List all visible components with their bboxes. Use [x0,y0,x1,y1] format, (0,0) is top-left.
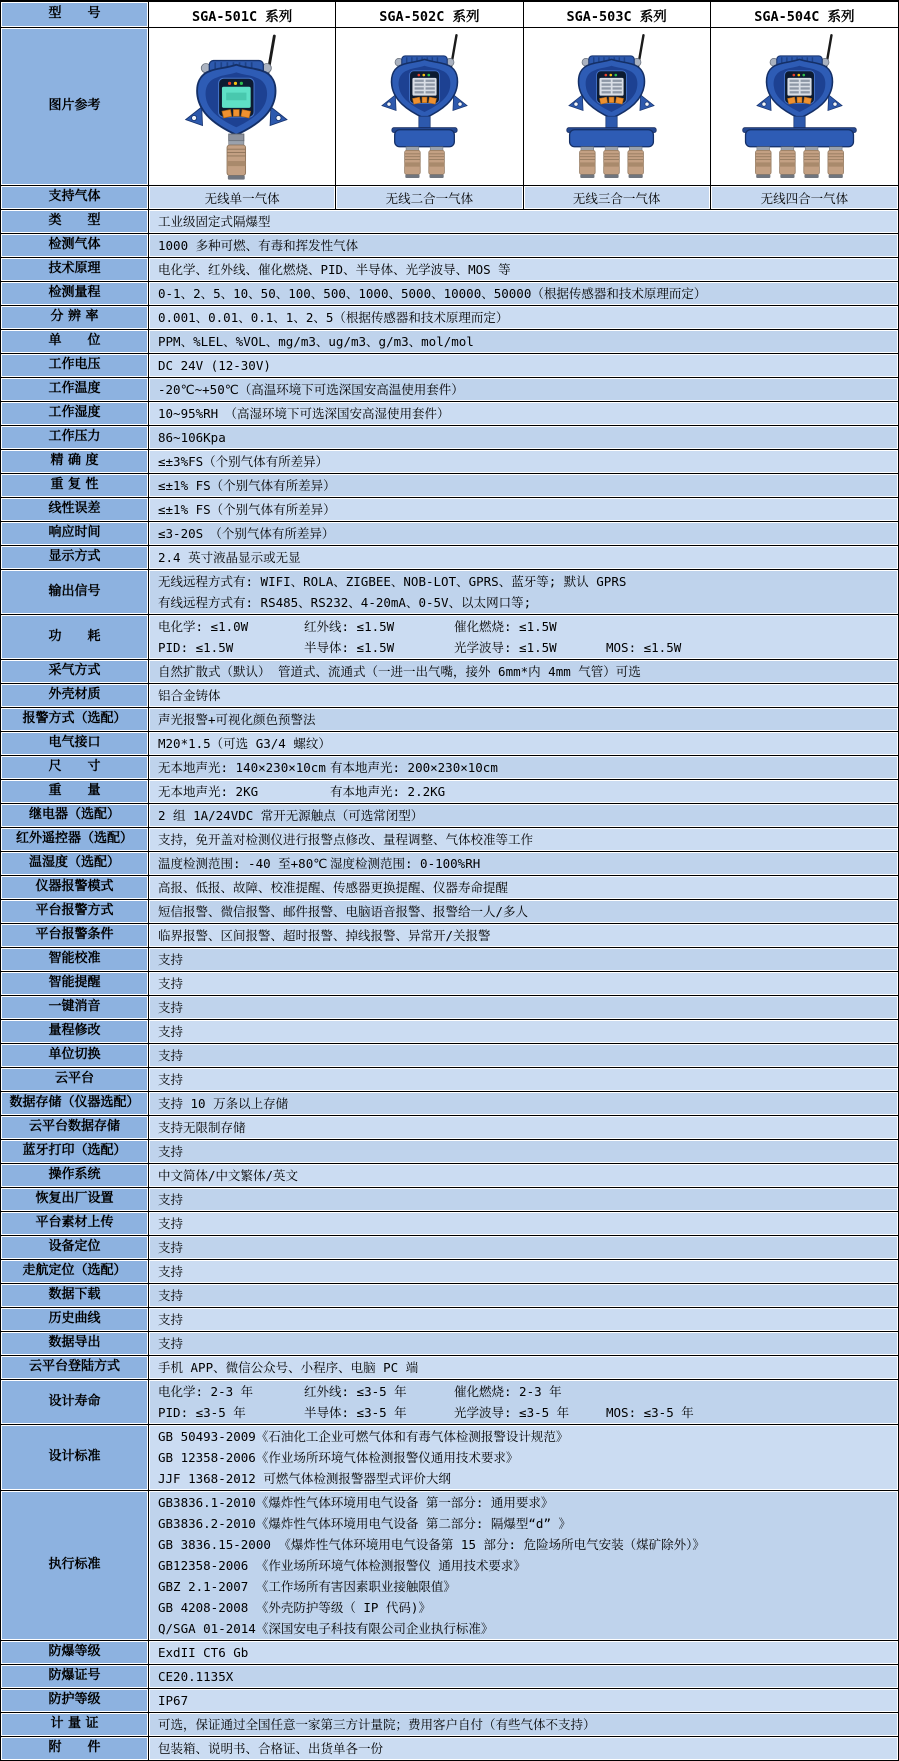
spec-row [1,1044,898,1068]
spec-row-label: 数据导出 [1,1332,149,1355]
spec-row-label: 防护等级 [1,1689,149,1712]
spec-row [1,1713,898,1737]
spec-row [1,828,898,852]
spec-value-line: 自然扩散式（默认） 管道式、流通式（一进一出气嘴，接外 6mm*内 4mm 气管）可选 [158,664,641,679]
spec-row-label: 操作系统 [1,1164,149,1187]
spec-row [1,402,898,426]
lcd-screen [787,77,811,95]
spec-row-value [149,804,898,827]
spec-row-label: 类 型 [1,210,149,233]
spec-row-label: 电气接口 [1,732,149,755]
spec-value-line: 无线远程方式有: WIFI、ROLA、ZIGBEE、NOB-LOT、GPRS、蓝牙等; 默认 GPRS [158,574,627,589]
spec-value-line: 0-1、2、5、10、50、100、500、1000、5000、10000、50000（根据传感器和技术原理而定） [158,286,707,301]
spec-row-value [149,378,898,401]
spec-row [1,282,898,306]
spec-row-value [149,1236,898,1259]
spec-row-value [149,996,898,1019]
spec-row-label: 平台报警方式 [1,900,149,923]
spec-row [1,756,898,780]
spec-value-line: M20*1.5（可选 G3/4 螺纹） [158,736,331,751]
spec-value-line: 支持 [158,1048,184,1063]
spec-value-line: 支持 [158,952,184,967]
spec-row-label: 检测量程 [1,282,149,305]
spec-row-value [149,1020,898,1043]
product-image-cell [336,28,523,185]
spec-value-line [158,637,889,658]
spec-value-line: 2.4 英寸液晶显示或无显 [158,550,301,565]
spec-row-value [149,900,898,923]
spec-value-line: 1000 多种可燃、有毒和挥发性气体 [158,238,359,253]
spec-value-segment: 光学波导: ≤1.5W [454,640,557,655]
spec-row-label: 执行标准 [1,1491,149,1640]
spec-row-value [149,570,898,614]
spec-row-value [149,972,898,995]
spec-value-line: ≤±1% FS（个别气体有所差异） [158,478,336,493]
spec-value-line: 支持 [158,1072,184,1087]
status-leds [228,81,243,84]
gas-detector-illustration [549,31,684,183]
spec-row-value [149,1665,898,1688]
spec-row [1,1689,898,1713]
spec-row-value [149,828,898,851]
spec-row [1,522,898,546]
spec-value-segment: 湿度检测范围: 0-100%RH [330,856,481,871]
spec-row-label: 数据下载 [1,1284,149,1307]
spec-row [1,1425,898,1491]
spec-row-label: 温湿度（选配） [1,852,149,875]
spec-value-line: 支持 [158,1288,184,1303]
spec-row-label: 精 确 度 [1,450,149,473]
spec-row [1,1236,898,1260]
spec-value-line: 支持无限制存储 [158,1120,246,1135]
spec-value-line: JJF 1368-2012 可燃气体检测报警器型式评价大纲 [158,1471,451,1486]
spec-row-label: 工作湿度 [1,402,149,425]
spec-row [1,1164,898,1188]
spec-row-value [149,1188,898,1211]
spec-row-label: 计 量 证 [1,1713,149,1736]
spec-row-label: 平台报警条件 [1,924,149,947]
spec-value-line: 短信报警、微信报警、邮件报警、电脑语音报警、报警给一人/多人 [158,904,529,919]
spec-row-label: 智能提醒 [1,972,149,995]
spec-value-line: 支持 [158,976,184,991]
sensor-probe [405,146,421,177]
spec-row-value [149,780,898,803]
spec-value-line: CE20.1135X [158,1669,234,1684]
spec-row-value [149,546,898,569]
spec-row [1,876,898,900]
spec-row-label: 云平台 [1,1068,149,1091]
spec-row-label: 分 辨 率 [1,306,149,329]
spec-value-line: 支持 [158,1264,184,1279]
spec-row-label: 报警方式（选配） [1,708,149,731]
spec-value-line: 可选，保证通过全国任意一家第三方计量院；费用客户自付（有些气体不支持） [158,1717,596,1732]
spec-value-line: IP67 [158,1693,189,1708]
spec-row [1,354,898,378]
spec-row-label: 云平台登陆方式 [1,1356,149,1379]
spec-row-value [149,1116,898,1139]
spec-row-label: 功 耗 [1,615,149,659]
spec-value-line: 中文简体/中文繁体/英文 [158,1168,299,1183]
spec-row-value [149,1308,898,1331]
spec-row-value [149,282,898,305]
spec-value-line: GB3836.1-2010《爆炸性气体环境用电气设备 第一部分: 通用要求》 [158,1495,554,1510]
spec-value-line: ≤±1% FS（个别气体有所差异） [158,502,336,517]
spec-row-label: 蓝牙打印（选配） [1,1140,149,1163]
spec-value-line: 0.001、0.01、0.1、1、2、5（根据传感器和技术原理而定） [158,310,509,325]
spec-value-line [158,616,889,637]
spec-value-line: 支持 [158,1144,184,1159]
spec-row [1,1212,898,1236]
spec-row [1,924,898,948]
spec-row-value [149,330,898,353]
spec-row-label: 单 位 [1,330,149,353]
spec-row [1,1284,898,1308]
spec-row-value [149,474,898,497]
spec-value-segment: 电化学: ≤1.0W [158,619,249,634]
spec-row [1,474,898,498]
spec-value-line: GB 50493-2009《石油化工企业可燃气体和有毒气体检测报警设计规范》 [158,1429,569,1444]
spec-row [1,996,898,1020]
image-row-label: 图片参考 [1,28,149,185]
spec-row [1,615,898,660]
spec-row-value [149,1356,898,1379]
spec-row-value [149,402,898,425]
spec-row-label: 恢复出厂设置 [1,1188,149,1211]
spec-row-label: 设计标准 [1,1425,149,1490]
gas-detector-illustration [162,31,322,183]
spec-value-line: 铝合金铸体 [158,688,221,703]
status-leds [605,73,618,76]
spec-value-line: 支持 [158,1336,184,1351]
spec-row [1,570,898,615]
gas-row-label: 支持气体 [1,186,149,209]
spec-value-line: GB3836.2-2010《爆炸性气体环境用电气设备 第二部分: 隔爆型“d” 》 [158,1516,572,1531]
spec-row [1,1641,898,1665]
spec-value-segment: 催化燃烧: 2-3 年 [454,1384,562,1399]
spec-row [1,1116,898,1140]
spec-row [1,378,898,402]
spec-row-value [149,660,898,683]
gas-type-cell: 无线单一气体 [149,186,336,209]
spec-row-value [149,684,898,707]
lcd-screen [222,86,251,107]
spec-row [1,1356,898,1380]
spec-row [1,450,898,474]
spec-value-line: 手机 APP、微信公众号、小程序、电脑 PC 端 [158,1360,419,1375]
spec-row-value [149,354,898,377]
gas-type-cell: 无线二合一气体 [336,186,523,209]
spec-row-label: 数据存储（仪器选配） [1,1092,149,1115]
spec-value-line: 临界报警、区间报警、超时报警、掉线报警、异常开/关报警 [158,928,491,943]
spec-row-value [149,756,898,779]
spec-row-value [149,498,898,521]
spec-value-segment: 光学波导: ≤3-5 年 [454,1405,570,1420]
spec-value-line: Q/SGA 01-2014《深国安电子科技有限公司企业执行标准》 [158,1621,494,1636]
spec-row-label: 走航定位（选配） [1,1260,149,1283]
spec-row-label: 仪器报警模式 [1,876,149,899]
spec-value-line: GB12358-2006 《作业场所环境气体检测报警仪 通用技术要求》 [158,1558,526,1573]
spec-row-label: 红外遥控器（选配） [1,828,149,851]
spec-row-label: 设计寿命 [1,1380,149,1424]
spec-row-value [149,1713,898,1736]
spec-row-label: 附 件 [1,1737,149,1760]
spec-row-label: 工作电压 [1,354,149,377]
spec-row [1,900,898,924]
sensor-probe [828,146,844,177]
spec-row [1,546,898,570]
spec-value-segment: 有本地声光: 200×230×10cm [330,760,498,775]
spec-value-segment: 电化学: 2-3 年 [158,1384,254,1399]
spec-value-line: 10~95%RH （高湿环境下可选深国安高湿使用套件） [158,406,450,421]
spec-value-line: PPM、%LEL、%VOL、mg/m3、ug/m3、g/m3、mol/mol [158,334,474,349]
model-header-cell: SGA-502C 系列 [336,2,523,27]
spec-row-value [149,1068,898,1091]
status-leds [417,73,430,76]
sensor-probe [755,146,771,177]
spec-value-line: ExdII CT6 Gb [158,1645,249,1660]
gas-detector-illustration [737,31,872,183]
spec-row-label: 智能校准 [1,948,149,971]
spec-row-value [149,258,898,281]
spec-rows [1,210,898,1760]
spec-row [1,258,898,282]
spec-value-segment: 有本地声光: 2.2KG [330,784,446,799]
spec-value-line: 支持 [158,1000,184,1015]
spec-row-value [149,1689,898,1712]
spec-value-line: GB 3836.15-2000 《爆炸性气体环境用电气设备第 15 部分: 危险场所电气安装（煤矿除外）》 [158,1537,705,1552]
spec-row-value [149,306,898,329]
spec-value-line: -20℃~+50℃（高温环境下可选深国安高温使用套件） [158,382,464,397]
spec-value-line: 支持，免开盖对检测仪进行报警点修改、量程调整、气体校准等工作 [158,832,534,847]
spec-row-value [149,708,898,731]
model-row-label: 型 号 [1,2,149,27]
spec-row-label: 继电器（选配） [1,804,149,827]
spec-value-line: DC 24V (12-30V) [158,358,271,373]
spec-row [1,1188,898,1212]
spec-row-label: 平台素材上传 [1,1212,149,1235]
spec-row-label: 设备定位 [1,1236,149,1259]
spec-value-segment: 红外线: ≤1.5W [304,619,395,634]
spec-row [1,1260,898,1284]
spec-row-value [149,234,898,257]
spec-value-segment: PID: ≤1.5W [158,640,234,655]
spec-value-line [158,1381,889,1402]
spec-value-segment: PID: ≤3-5 年 [158,1405,246,1420]
sensor-probe [604,146,620,177]
spec-value-line: 电化学、红外线、催化燃烧、PID、半导体、光学波导、MOS 等 [158,262,511,277]
gas-detector-illustration [362,31,497,183]
spec-row [1,330,898,354]
spec-value-line: 支持 [158,1024,184,1039]
spec-row-label: 历史曲线 [1,1308,149,1331]
spec-row-value [149,1164,898,1187]
spec-row-value [149,1284,898,1307]
spec-value-line: GBZ 2.1-2007 《工作场所有害因素职业接触限值》 [158,1579,456,1594]
spec-value-segment: MOS: ≤1.5W [606,640,682,655]
product-image-row [1,28,898,186]
spec-value-line [158,853,889,874]
spec-row [1,852,898,876]
spec-row-label: 线性误差 [1,498,149,521]
spec-value-segment: 无本地声光: 140×230×10cm [158,760,326,775]
spec-row-value [149,732,898,755]
spec-row-value [149,876,898,899]
spec-row [1,1491,898,1641]
spec-row [1,660,898,684]
spec-row-value [149,852,898,875]
sensor-probe [429,146,445,177]
spec-value-line: 高报、低报、故障、校准提醒、传感器更换提醒、仪器寿命提醒 [158,880,509,895]
spec-row-label: 防爆等级 [1,1641,149,1664]
status-leds [792,73,805,76]
supported-gas-row [1,186,898,210]
spec-row [1,804,898,828]
spec-value-line: 声光报警+可视化颜色预警法 [158,712,316,727]
spec-row [1,210,898,234]
spec-value-segment: 半导体: ≤1.5W [304,640,395,655]
spec-row-value [149,1425,898,1490]
spec-row [1,1380,898,1425]
spec-row [1,1737,898,1760]
sensor-probe [628,146,644,177]
spec-value-line: 包装箱、说明书、合格证、出货单各一份 [158,1741,384,1756]
spec-row-value [149,210,898,233]
spec-row-value [149,522,898,545]
spec-row-value [149,1380,898,1424]
spec-row-value [149,1260,898,1283]
spec-row-label: 量程修改 [1,1020,149,1043]
spec-value-line: GB 12358-2006《作业场所环境气体检测报警仪通用技术要求》 [158,1450,519,1465]
spec-row [1,972,898,996]
spec-value-line: 86~106Kpa [158,430,226,445]
spec-row-value [149,450,898,473]
spec-row-label: 防爆证号 [1,1665,149,1688]
spec-row [1,780,898,804]
sensor-probe [227,140,246,179]
spec-value-line [158,1402,889,1423]
spec-row-label: 响应时间 [1,522,149,545]
spec-value-line: GB 4208-2008 《外壳防护等级（ IP 代码)》 [158,1600,431,1615]
spec-row-label: 一键消音 [1,996,149,1019]
spec-row-value [149,1044,898,1067]
spec-row-label: 重 复 性 [1,474,149,497]
spec-row-label: 工作温度 [1,378,149,401]
product-image-cell [149,28,336,185]
spec-value-segment: 半导体: ≤3-5 年 [304,1405,407,1420]
lcd-screen [412,77,436,95]
spec-value-line: 工业级固定式隔爆型 [158,214,271,229]
spec-row-label: 单位切换 [1,1044,149,1067]
spec-row-value [149,948,898,971]
spec-row [1,1092,898,1116]
spec-value-line: 支持 [158,1216,184,1231]
spec-value-line: ≤3-20S （个别气体有所差异） [158,526,335,541]
gas-type-cell: 无线三合一气体 [524,186,711,209]
spec-row-label: 检测气体 [1,234,149,257]
spec-row [1,498,898,522]
product-image-cell [524,28,711,185]
spec-row-value [149,924,898,947]
lcd-screen [600,77,624,95]
spec-value-segment: 无本地声光: 2KG [158,784,259,799]
spec-row [1,732,898,756]
spec-value-segment: 温度检测范围: -40 至+80℃ [158,856,328,871]
spec-row-label: 输出信号 [1,570,149,614]
spec-row [1,426,898,450]
spec-value-line: 有线远程方式有: RS485、RS232、4-20mA、0-5V、以太网口等; [158,595,532,610]
spec-row-value [149,1491,898,1640]
spec-row-label: 显示方式 [1,546,149,569]
spec-row [1,1665,898,1689]
spec-row [1,1332,898,1356]
spec-row-value [149,1737,898,1760]
spec-row [1,1308,898,1332]
spec-row [1,1140,898,1164]
sensor-probe [804,146,820,177]
spec-row [1,684,898,708]
spec-row [1,1068,898,1092]
spec-value-line: 支持 [158,1192,184,1207]
spec-row-value [149,1140,898,1163]
spec-row-label: 工作压力 [1,426,149,449]
sensor-probe [580,146,596,177]
spec-value-segment: MOS: ≤3-5 年 [606,1405,694,1420]
spec-value-line [158,781,889,802]
spec-value-line: 支持 [158,1312,184,1327]
spec-row-value [149,426,898,449]
model-header-row [1,2,898,28]
spec-row-value [149,615,898,659]
spec-row [1,306,898,330]
spec-row [1,234,898,258]
spec-row [1,708,898,732]
spec-value-line: 支持 10 万条以上存储 [158,1096,289,1111]
model-header-cell: SGA-501C 系列 [149,2,336,27]
spec-row-label: 技术原理 [1,258,149,281]
product-image-cell [711,28,898,185]
spec-row-label: 云平台数据存储 [1,1116,149,1139]
spec-value-line: ≤±3%FS（个别气体有所差异） [158,454,329,469]
spec-row-label: 外壳材质 [1,684,149,707]
spec-value-line: 2 组 1A/24VDC 常开无源触点（可选常闭型） [158,808,424,823]
spec-value-segment: 催化燃烧: ≤1.5W [454,619,557,634]
sensor-probe [780,146,796,177]
spec-row-value [149,1212,898,1235]
spec-value-line [158,757,889,778]
spec-row-label: 重 量 [1,780,149,803]
spec-row-label: 尺 寸 [1,756,149,779]
spec-value-segment: 红外线: ≤3-5 年 [304,1384,407,1399]
spec-row-label: 采气方式 [1,660,149,683]
spec-row-value [149,1332,898,1355]
spec-value-line: 支持 [158,1240,184,1255]
spec-row-value [149,1092,898,1115]
spec-row [1,1020,898,1044]
gas-type-cell: 无线四合一气体 [711,186,898,209]
spec-row [1,948,898,972]
model-header-cell: SGA-503C 系列 [524,2,711,27]
spec-row-value [149,1641,898,1664]
model-header-cell: SGA-504C 系列 [711,2,898,27]
